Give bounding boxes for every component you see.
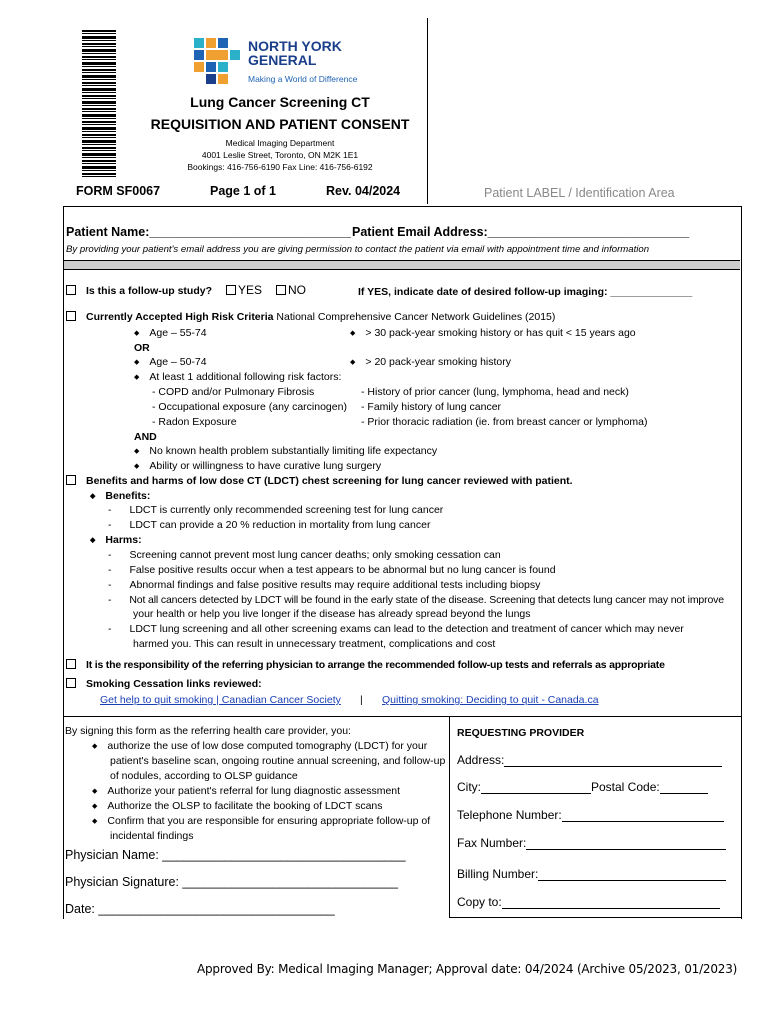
email-consent-note: By providing your patient's email address you are giving permission to contact the patient via email with appointment time and information xyxy=(66,244,650,255)
followup-no[interactable] xyxy=(276,283,306,297)
postal-line[interactable] xyxy=(660,781,708,794)
followup-row xyxy=(66,284,212,298)
approval-footer: Approved By: Medical Imaging Manager; Approval date: 04/2024 (Archive 05/2023, 01/2023) xyxy=(197,962,738,976)
responsibility-text: It is the responsibility of the referring physician to arrange the recommended follow-up tests and referrals as appropriate xyxy=(86,659,665,671)
logo-mark-icon xyxy=(192,36,244,86)
link-canada-ca[interactable]: Quitting smoking: Deciding to quit - Canada.ca xyxy=(382,694,599,706)
criteria-pack1: ◆ > 30 pack-year smoking history or has quit < 15 years ago xyxy=(350,326,636,342)
address-line[interactable] xyxy=(504,754,722,767)
no-checkbox[interactable] xyxy=(276,285,286,295)
criteria-or: OR xyxy=(134,342,150,354)
barcode xyxy=(82,30,116,178)
logo-tagline: Making a World of Difference xyxy=(248,74,358,84)
telephone-line[interactable] xyxy=(562,809,724,822)
bottom-section-top-rule xyxy=(64,716,741,717)
followup-yes[interactable] xyxy=(226,283,262,297)
risk-factor-right-1: - History of prior cancer (lung, lymphoma, head and neck) xyxy=(361,386,629,398)
risk-factor-right-3: - Prior thoracic radiation (ie. from breast cancer or lymphoma) xyxy=(361,416,648,428)
risk-factor-left-3: - Radon Exposure xyxy=(152,416,237,428)
provider-billing-field[interactable] xyxy=(457,867,726,881)
fax-label: Fax Number: xyxy=(457,836,527,850)
fax-line[interactable] xyxy=(526,837,726,850)
harm-item-5-cont: harmed you. This can result in unnecessary treatment, complications and cost xyxy=(133,638,496,650)
provider-copy-field[interactable] xyxy=(457,895,720,909)
billing-line[interactable] xyxy=(538,868,726,881)
bottom-section-divider xyxy=(449,716,450,918)
harm-item-4-cont: your health or help you live longer if the disease has already spread beyond the lungs xyxy=(133,608,531,620)
patient-name-field[interactable]: Patient Name:_____________________________ xyxy=(66,225,351,239)
signing-item-1: ◆ authorize the use of low dose computed tomography (LDCT) for your xyxy=(92,739,427,755)
benefit-item-2: - LDCT can provide a 20 % reduction in mortality from lung cancer xyxy=(108,518,430,532)
link-canadian-cancer-society[interactable]: Get help to quit smoking | Canadian Cancer Society xyxy=(100,694,341,706)
no-label: NO xyxy=(288,283,306,297)
city-line[interactable] xyxy=(481,781,591,794)
criteria-pack2: ◆ > 20 pack-year smoking history xyxy=(350,355,511,371)
cessation-checkbox[interactable] xyxy=(66,678,76,688)
provider-telephone-field[interactable] xyxy=(457,808,724,822)
harm-item-4: - Not all cancers detected by LDCT will be found in the early state of the disease. Screening that detects lung cancer may not improve xyxy=(108,593,724,607)
provider-fax-field[interactable] xyxy=(457,836,726,850)
bottom-section-bottom-rule xyxy=(449,917,741,918)
criteria-age1: ◆ Age – 55-74 xyxy=(134,326,207,342)
signing-intro: By signing this form as the referring health care provider, you: xyxy=(65,725,351,737)
provider-address-field[interactable] xyxy=(457,753,722,767)
signing-item-1-line2: patient's baseline scan, ongoing routine annual screening, and follow-up xyxy=(110,755,446,767)
copy-line[interactable] xyxy=(502,896,720,909)
address-label: Address: xyxy=(457,753,505,767)
date-field[interactable]: Date: __________________________________ xyxy=(65,902,335,916)
harm-item-3: - Abnormal findings and false positive results may require additional tests including biopsy xyxy=(108,578,540,592)
criteria-and-1: ◆ No known health problem substantially limiting life expectancy xyxy=(134,444,437,460)
followup-date-field[interactable]: If YES, indicate date of desired follow-up imaging: ______________ xyxy=(358,286,693,298)
patient-email-field[interactable]: Patient Email Address:_____________________________ xyxy=(352,225,690,239)
yes-label: YES xyxy=(238,283,263,297)
section-divider xyxy=(64,260,740,270)
signing-item-4-line2: incidental findings xyxy=(110,830,194,842)
dept-address: 4001 Leslie Street, Toronto, ON M2K 1E1 xyxy=(201,150,359,160)
criteria-source: National Comprehensive Cancer Network Guidelines (2015) xyxy=(273,311,556,323)
followup-question: Is this a follow-up study? xyxy=(86,285,212,297)
harms-label: ◆ Harms: xyxy=(90,533,142,549)
page-number: Page 1 of 1 xyxy=(210,184,276,198)
logo-line2: GENERAL xyxy=(248,52,317,68)
header-divider xyxy=(427,18,428,204)
patient-label-area: Patient LABEL / Identification Area xyxy=(484,186,675,200)
provider-heading: REQUESTING PROVIDER xyxy=(457,727,585,739)
harm-item-1: - Screening cannot prevent most lung cancer deaths; only smoking cessation can xyxy=(108,548,501,562)
risk-factor-left-2: - Occupational exposure (any carcinogen) xyxy=(152,401,347,413)
signing-item-2: ◆ Authorize your patient's referral for lung diagnostic assessment xyxy=(92,784,400,800)
hospital-logo xyxy=(192,36,372,88)
yes-checkbox[interactable] xyxy=(226,285,236,295)
city-label: City: xyxy=(457,780,481,794)
risk-factor-right-2: - Family history of lung cancer xyxy=(361,401,502,413)
bookings-line: Bookings: 416-756-6190 Fax Line: 416-756-6192 xyxy=(187,162,373,172)
logo-line1: NORTH YORK xyxy=(248,38,342,54)
criteria-age2: ◆ Age – 50-74 xyxy=(134,355,207,371)
revision: Rev. 04/2024 xyxy=(326,184,401,198)
form-title-2: REQUISITION AND PATIENT CONSENT xyxy=(150,116,410,132)
form-title-1: Lung Cancer Screening CT xyxy=(190,94,370,110)
benefit-item-1: - LDCT is currently only recommended screening test for lung cancer xyxy=(108,503,443,517)
signing-item-4: ◆ Confirm that you are responsible for ensuring appropriate follow-up of xyxy=(92,814,430,830)
billing-label: Billing Number: xyxy=(457,867,539,881)
postal-label: Postal Code: xyxy=(591,780,660,794)
responsibility-checkbox[interactable] xyxy=(66,659,76,669)
criteria-additional: ◆ At least 1 additional following risk factors: xyxy=(134,370,341,386)
cessation-row xyxy=(66,677,262,691)
criteria-checkbox[interactable] xyxy=(66,311,76,321)
criteria-and: AND xyxy=(134,431,157,443)
harm-item-5: - LDCT lung screening and all other screening exams can lead to the detection and treatment of cancer which may never xyxy=(108,622,684,636)
followup-checkbox[interactable] xyxy=(66,285,76,295)
benefits-label: ◆ Benefits: xyxy=(90,489,150,505)
physician-name-field[interactable]: Physician Name: ___________________________________ xyxy=(65,848,406,862)
physician-signature-field[interactable]: Physician Signature: _______________________________ xyxy=(65,875,398,889)
criteria-and-2: ◆ Ability or willingness to have curative lung surgery xyxy=(134,459,381,475)
criteria-heading: Currently Accepted High Risk Criteria xyxy=(86,311,274,323)
telephone-label: Telephone Number: xyxy=(457,808,562,822)
copy-label: Copy to: xyxy=(457,895,502,909)
risk-factor-left-1: - COPD and/or Pulmonary Fibrosis xyxy=(152,386,315,398)
responsibility-row xyxy=(66,658,665,672)
harm-item-2: - False positive results occur when a test appears to be abnormal but no lung cancer is found xyxy=(108,563,556,577)
link-separator: | xyxy=(360,694,363,706)
form-number: FORM SF0067 xyxy=(76,184,161,198)
dept-name: Medical Imaging Department xyxy=(225,138,335,148)
benefits-heading: Benefits and harms of low dose CT (LDCT) chest screening for lung cancer reviewed with patient. xyxy=(86,475,573,487)
criteria-heading-row xyxy=(66,310,555,324)
signing-item-3: ◆ Authorize the OLSP to facilitate the booking of LDCT scans xyxy=(92,799,383,815)
benefits-checkbox[interactable] xyxy=(66,475,76,485)
cessation-heading: Smoking Cessation links reviewed: xyxy=(86,678,262,690)
signing-item-1-line3: of nodules, according to OLSP guidance xyxy=(110,770,298,782)
provider-city-field[interactable] xyxy=(457,780,708,794)
benefits-heading-row xyxy=(66,474,573,488)
